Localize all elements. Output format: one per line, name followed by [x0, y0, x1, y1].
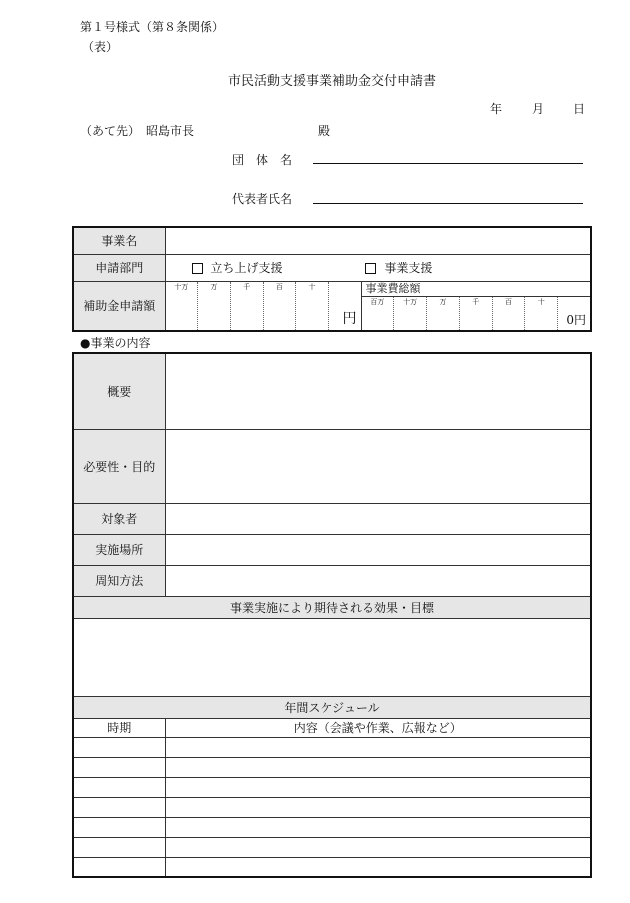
schedule-content-cell[interactable] — [165, 777, 591, 797]
total-label: 事業費総額 — [362, 282, 591, 297]
schedule-time-cell[interactable] — [73, 757, 165, 777]
amount-unit: 円 — [342, 310, 357, 327]
form-side: （表） — [82, 40, 119, 54]
addressee: 昭島市長 — [146, 124, 195, 138]
form-number: 第１号様式（第８条関係） — [80, 20, 225, 34]
target-field[interactable] — [165, 503, 591, 534]
effects-band: 事業実施により期待される効果・目標 — [73, 596, 591, 618]
total-field[interactable] — [361, 281, 591, 331]
amount-digit: 千 — [231, 282, 264, 330]
startup-checkbox[interactable] — [192, 263, 203, 274]
amount-digit: 百 — [264, 282, 297, 330]
total-digit: 万 — [427, 297, 460, 330]
schedule-content-cell[interactable] — [165, 837, 591, 857]
total-digit: 百万 — [362, 297, 395, 330]
content-header: 内容（会議や作業、広報など） — [165, 718, 591, 737]
schedule-content-cell[interactable] — [165, 797, 591, 817]
amount-digit: 十万 — [166, 282, 199, 330]
location-field[interactable] — [165, 534, 591, 565]
project-name-label: 事業名 — [73, 227, 165, 254]
target-label: 対象者 — [73, 503, 165, 534]
schedule-time-cell[interactable] — [73, 797, 165, 817]
schedule-content-cell[interactable] — [165, 857, 591, 877]
section-heading: ●事業の内容 — [80, 336, 151, 350]
date-year-label: 年 — [490, 102, 503, 116]
option-startup-label: 立ち上げ支援 — [210, 261, 283, 275]
schedule-time-cell[interactable] — [73, 737, 165, 757]
publicity-field[interactable] — [165, 565, 591, 596]
schedule-time-cell[interactable] — [73, 777, 165, 797]
necessity-label: 必要性・目的 — [73, 429, 165, 503]
total-digit: 十 — [525, 297, 558, 330]
total-digit: 十万 — [394, 297, 427, 330]
project-checkbox[interactable] — [365, 263, 376, 274]
project-name-field[interactable] — [165, 227, 591, 254]
representative-field[interactable] — [313, 203, 583, 204]
summary-field[interactable] — [165, 353, 591, 429]
effects-field[interactable] — [73, 618, 591, 696]
organization-field[interactable] — [313, 163, 583, 164]
organization-label: 団 体 名 — [232, 153, 293, 167]
necessity-field[interactable] — [165, 429, 591, 503]
amount-field[interactable] — [165, 281, 361, 331]
application-table — [72, 226, 592, 332]
option-project[interactable] — [365, 261, 432, 275]
schedule-time-cell[interactable] — [73, 817, 165, 837]
option-startup[interactable] — [192, 259, 362, 276]
option-project-label: 事業支援 — [384, 261, 433, 275]
total-digit: 百 — [493, 297, 526, 330]
schedule-time-cell[interactable] — [73, 857, 165, 877]
amount-label: 補助金申請額 — [73, 281, 165, 331]
time-header: 時期 — [73, 718, 165, 737]
date-month-label: 月 — [532, 102, 545, 116]
content-table — [72, 352, 592, 878]
schedule-content-cell[interactable] — [165, 817, 591, 837]
schedule-content-cell[interactable] — [165, 757, 591, 777]
representative-label: 代表者氏名 — [232, 192, 293, 206]
honorific: 殿 — [318, 124, 331, 138]
total-value: 0円 — [566, 312, 586, 327]
location-label: 実施場所 — [73, 534, 165, 565]
schedule-content-cell[interactable] — [165, 737, 591, 757]
date-day-label: 日 — [573, 102, 586, 116]
addressee-prefix: （あて先） — [80, 124, 141, 138]
schedule-band: 年間スケジュール — [73, 696, 591, 718]
department-label: 申請部門 — [73, 254, 165, 281]
summary-label: 概要 — [73, 353, 165, 429]
schedule-time-cell[interactable] — [73, 837, 165, 857]
amount-digit: 万 — [198, 282, 231, 330]
total-digit: 千 — [460, 297, 493, 330]
page-title: 市民活動支援事業補助金交付申請書 — [228, 74, 437, 89]
publicity-label: 周知方法 — [73, 565, 165, 596]
amount-digit: 十 — [296, 282, 329, 330]
